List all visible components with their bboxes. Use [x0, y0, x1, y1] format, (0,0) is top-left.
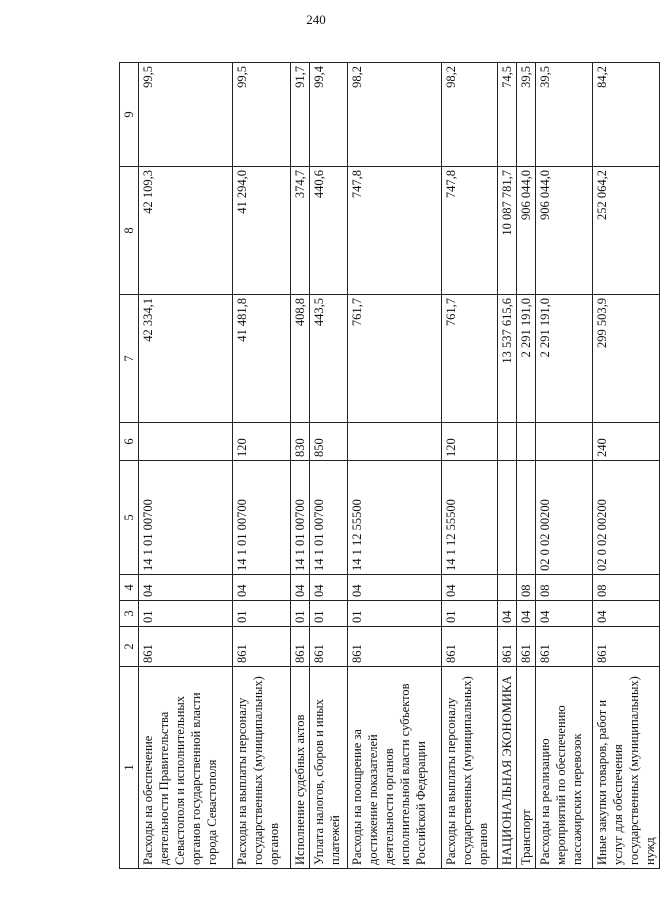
table-row — [139, 63, 233, 869]
cell-expense-type — [498, 423, 517, 461]
header-cell: 1 — [120, 667, 139, 869]
cell-percent: 99,5 — [233, 63, 291, 167]
cell-target: 14 1 12 55500 — [348, 461, 442, 575]
cell-subsection: 04 — [291, 575, 310, 601]
cell-section: 01 — [291, 601, 310, 627]
header-cell: 5 — [120, 461, 139, 575]
cell-actual: 42 109,3 — [139, 167, 233, 295]
cell-percent: 99,4 — [310, 63, 348, 167]
cell-actual: 906 044,0 — [536, 167, 593, 295]
header-cell: 8 — [120, 167, 139, 295]
table-row — [593, 63, 660, 869]
cell-plan: 2 291 191,0 — [517, 295, 536, 423]
cell-target: 14 1 12 55500 — [442, 461, 498, 575]
table-row — [348, 63, 442, 869]
cell-expense-type: 850 — [310, 423, 348, 461]
table-row — [442, 63, 498, 869]
cell-subsection: 04 — [310, 575, 348, 601]
table-row — [310, 63, 348, 869]
header-cell: 4 — [120, 575, 139, 601]
cell-subsection: 08 — [517, 575, 536, 601]
cell-expense-type — [348, 423, 442, 461]
cell-code: 861 — [310, 627, 348, 667]
cell-expense-type: 120 — [233, 423, 291, 461]
cell-plan: 408,8 — [291, 295, 310, 423]
cell-actual: 906 044,0 — [517, 167, 536, 295]
cell-subsection: 04 — [442, 575, 498, 601]
cell-target — [517, 461, 536, 575]
header-cell: 9 — [120, 63, 139, 167]
cell-code: 861 — [233, 627, 291, 667]
cell-actual: 41 294,0 — [233, 167, 291, 295]
row-name: Исполнение судебных актов — [291, 667, 310, 869]
cell-section: 01 — [348, 601, 442, 627]
cell-subsection: 08 — [536, 575, 593, 601]
cell-plan: 41 481,8 — [233, 295, 291, 423]
cell-percent: 91,7 — [291, 63, 310, 167]
cell-plan: 761,7 — [442, 295, 498, 423]
table-row — [536, 63, 593, 869]
row-name: Расходы на поощрение за достижение показателей деятельности органов исполнительной власти субъектов Российской Федерации — [348, 667, 442, 869]
cell-subsection: 04 — [139, 575, 233, 601]
header-cell: 6 — [120, 423, 139, 461]
cell-actual: 374,7 — [291, 167, 310, 295]
budget-table-rotated — [119, 63, 657, 869]
header-cell: 7 — [120, 295, 139, 423]
cell-plan: 443,5 — [310, 295, 348, 423]
cell-code: 861 — [593, 627, 660, 667]
cell-target — [498, 461, 517, 575]
table-row — [498, 63, 517, 869]
row-name: НАЦИОНАЛЬНАЯ ЭКОНОМИКА — [498, 667, 517, 869]
row-name: Иные закупки товаров, работ и услуг для обеспечения государственных (муниципальных) нужд — [593, 667, 660, 869]
cell-code: 861 — [442, 627, 498, 667]
table-row — [233, 63, 291, 869]
row-name: Расходы на реализацию мероприятий по обеспечению пассажирских перевозок — [536, 667, 593, 869]
cell-percent: 84,2 — [593, 63, 660, 167]
cell-percent: 39,5 — [536, 63, 593, 167]
cell-target: 14 1 01 00700 — [291, 461, 310, 575]
cell-target: 14 1 01 00700 — [139, 461, 233, 575]
table-row — [517, 63, 536, 869]
cell-plan: 761,7 — [348, 295, 442, 423]
cell-actual: 10 087 781,7 — [498, 167, 517, 295]
cell-target: 02 0 02 00200 — [536, 461, 593, 575]
cell-plan: 42 334,1 — [139, 295, 233, 423]
cell-code: 861 — [291, 627, 310, 667]
cell-percent: 74,5 — [498, 63, 517, 167]
cell-plan: 299 503,9 — [593, 295, 660, 423]
row-name: Расходы на выплаты персоналу государственных (муниципальных) органов — [233, 667, 291, 869]
page-number: 240 — [306, 12, 326, 27]
cell-percent: 98,2 — [348, 63, 442, 167]
cell-section: 04 — [593, 601, 660, 627]
cell-section: 01 — [233, 601, 291, 627]
cell-subsection: 08 — [593, 575, 660, 601]
cell-plan: 2 291 191,0 — [536, 295, 593, 423]
header-cell: 2 — [120, 627, 139, 667]
cell-target: 14 1 01 00700 — [233, 461, 291, 575]
cell-section: 01 — [310, 601, 348, 627]
header-row — [120, 63, 139, 869]
cell-code: 861 — [139, 627, 233, 667]
cell-section: 04 — [517, 601, 536, 627]
cell-percent: 99,5 — [139, 63, 233, 167]
cell-actual: 252 064,2 — [593, 167, 660, 295]
cell-expense-type — [139, 423, 233, 461]
row-name: Расходы на обеспечение деятельности Правительства Севастополя и исполнительных органов государственной власти города Севастополя — [139, 667, 233, 869]
cell-actual: 747,8 — [348, 167, 442, 295]
table-row — [291, 63, 310, 869]
header-cell: 3 — [120, 601, 139, 627]
cell-target: 02 0 02 00200 — [593, 461, 660, 575]
cell-percent: 39,5 — [517, 63, 536, 167]
cell-expense-type — [517, 423, 536, 461]
cell-section: 01 — [139, 601, 233, 627]
cell-code: 861 — [348, 627, 442, 667]
cell-section: 01 — [442, 601, 498, 627]
cell-subsection: 04 — [348, 575, 442, 601]
cell-section: 04 — [498, 601, 517, 627]
cell-expense-type: 240 — [593, 423, 660, 461]
budget-table — [119, 62, 660, 869]
cell-expense-type — [536, 423, 593, 461]
cell-plan: 13 537 615,6 — [498, 295, 517, 423]
row-name: Расходы на выплаты персоналу государственных (муниципальных) органов — [442, 667, 498, 869]
cell-actual: 440,6 — [310, 167, 348, 295]
cell-subsection: 04 — [233, 575, 291, 601]
cell-expense-type: 120 — [442, 423, 498, 461]
cell-code: 861 — [498, 627, 517, 667]
cell-section: 04 — [536, 601, 593, 627]
cell-code: 861 — [536, 627, 593, 667]
row-name: Транспорт — [517, 667, 536, 869]
cell-expense-type: 830 — [291, 423, 310, 461]
cell-target: 14 1 01 00700 — [310, 461, 348, 575]
cell-subsection — [498, 575, 517, 601]
row-name: Уплата налогов, сборов и иных платежей — [310, 667, 348, 869]
cell-percent: 98,2 — [442, 63, 498, 167]
cell-code: 861 — [517, 627, 536, 667]
cell-actual: 747,8 — [442, 167, 498, 295]
